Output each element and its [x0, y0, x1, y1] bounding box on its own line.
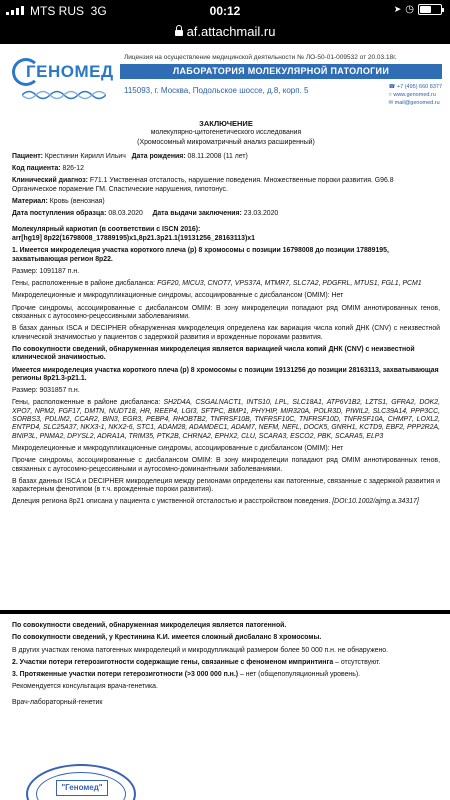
finding-2-databases: В базах данных ISCA и DECIPHER микроделеция между регионами определены как патогенные, связанные с задержкой развития и характерным фенотипом (в т.ч. врожденные пороки развития). [12, 477, 440, 494]
patient-line: Пациент: Крестинин Кирилл Ильич Дата рождения: 08.11.2008 (11 лет) [12, 152, 248, 160]
conclusion-pathogenic: По совокупности сведений, обнаруженная микроделеция является патогенной. [12, 622, 287, 629]
stamp-text: "Геномед" [56, 780, 108, 796]
dates-line: Дата поступления образца: 08.03.2020 Дата выдачи заключения: 23.03.2020 [12, 210, 279, 218]
karyotype-label: Молекулярный кариотип (в соответствии с ISCN 2016): [12, 225, 201, 233]
report-title: ЗАКЛЮЧЕНИЕ [199, 119, 253, 128]
lab-name-banner: ЛАБОРАТОРИЯ МОЛЕКУЛЯРНОЙ ПАТОЛОГИИ [120, 64, 442, 79]
signature-label: Врач-лабораторный-генетик [12, 698, 103, 706]
url-text: af.attachmail.ru [186, 24, 276, 39]
document-page-1[interactable] [0, 44, 450, 610]
genomed-logo [12, 58, 114, 110]
finding-2-other: Прочие синдромы, ассоциированные с дисбалансом OMIM: В зону микроделеции попадают ряд OMIM аннотированных генов, связанных с аутосомно-рецессивными и аутосомно-доминантными заболеваниями. [12, 457, 440, 473]
loh-extended: 3. Протяженные участки потери гетерозиготности (>3 000 000 п.н.) – нет (общепопуляционный уровень). [12, 671, 361, 679]
report-body [12, 120, 440, 511]
clock: 00:12 [209, 4, 241, 18]
url-bar[interactable] [0, 22, 450, 44]
karyotype: arr[hg19] 8p22(16798008_17889195)x1,8p21.3p21.1(19131256_28163113)x1 [12, 234, 255, 242]
finding-1-title: 1. Имеется микроделеция участка короткого плеча (p) 8 хромосомы с позиции 16798008 до позиции 17889195, захватывающая регион 8p22. [12, 247, 389, 263]
finding-2-size: Размер: 9031857 п.н. [12, 387, 80, 395]
battery-icon [418, 4, 442, 15]
phone-icon: ☎ [388, 84, 396, 90]
recommendation: Рекомендуется консультация врача-генетика. [12, 683, 158, 691]
letterhead [12, 54, 442, 114]
finding-1-other: Прочие синдромы, ассоциированные с дисбалансом OMIM: В зону микроделеции попадают ряд OMIM аннотированных генов, связанных с аутосомно-рецессивными заболеваниями. [12, 304, 440, 321]
dna-icon [22, 88, 106, 102]
lab-stamp [26, 764, 136, 800]
alarm-icon: ◷ [405, 4, 414, 15]
report-subtitle-2: (Хромосомный микроматричный анализ расширенный) [137, 138, 315, 146]
finding-2-title: Имеется микроделеция участка короткого плеча (p) 8 хромосомы с позиции 19131256 до позиции 28163113, захватывающая регионы 8p21.3-p21.1. [12, 366, 439, 382]
location-icon: ➤ [393, 4, 402, 14]
finding-2-syndromes: Микроделеционные и микродупликационные синдромы, ассоциированные с дисбалансом (OMIM): Нет [12, 444, 344, 452]
mail-icon: ✉ [388, 100, 394, 106]
lock-icon [175, 30, 183, 36]
finding-1-databases: В базах данных ISCA и DECIPHER обнаруженная микроделеция определена как вариация числа копий ДНК (CNV) с неизвестной клинической значимостью у пациентов с задержкой развития и врожденные пороками развития. [12, 325, 440, 341]
finding-1-size: Размер: 1091187 п.н. [12, 267, 80, 275]
finding-2-deletion: Делеция региона 8p21 описана у пациента с умственной отсталостью и расстройством поведения. [DOI:10.1002/ajmg.a.34317] [12, 498, 419, 506]
patient-code: Код пациента: 826-12 [12, 165, 84, 173]
carrier-label: MTS RUS 3G [30, 4, 107, 18]
document-page-2[interactable] [0, 614, 450, 800]
lab-address: 115093, г. Москва, Подольское шоссе, д.8, корп. 5 [124, 86, 309, 95]
other-regions: В других участках генома патогенных микроделеций и микродупликаций размером более 50 000 п.н. не обнаружено. [12, 646, 389, 654]
material: Материал: Кровь (венозная) [12, 198, 105, 206]
finding-1-conclusion: По совокупности сведений, обнаруженная микроделеция является вариацией числа копий ДНК (CNV) с неизвестной клинической значимостью. [12, 345, 415, 362]
finding-2-genes: Гены, расположенные в районе дисбаланса: SH2D4A, CSGALNACT1, INTS10, LPL, SLC18A1, ATP6V1B2, LZTS1, GFRA2, DOK2, XPO7, NPM2, FGF17, DMTN, NUDT18, HR, REEP4, LGI3, SFTPC, BMP1, PHYHIP, MIR320A, POLR3D, PIWIL2, SLC39A14, PPP3CC, SORBS3, PDLIM2, CCAR2, BIN3, EGR3, PEBP4, RHOBTB2, TNFRSF10B, TNFRSF10C, TNFRSF10D, TNFRSF10A, CHMP7, LOXL2, ENTPD4, SLC25A37, NKX3-1, NKX2-6, STC1, ADAM28, ADAMDEC1, ADAM7, NEFM, NEFL, DOCK5, GNRH1, KCTD9, EBF2, PPP2R2A, BNIP3L, PNMA2, DPYSL2, ADRA1A, TRIM35, PTK2B, CHRNA2, EPHX2, CLU, SCARA3, ESCO2, PBK, SCARA5, ELP3 [12, 399, 441, 440]
lab-contacts: ☎ +7 (495) 660 8377 ○ www.genomed.ru ✉ mail@genomed.ru [388, 84, 442, 106]
license-text: Лицензия на осуществление медицинской деятельности № ЛО-50-01-009532 от 20.03.18г. [124, 54, 397, 61]
report-body-page-2 [12, 622, 440, 711]
status-bar [0, 0, 450, 22]
logo-text: ГЕНОМЕД [26, 62, 114, 81]
loh-imprinting: 2. Участки потери гетерозиготности содержащие гены, связанные с феноменом импринтинга – отсутствуют. [12, 658, 381, 666]
conclusion-complex: По совокупности сведений, у Крестинина К.И. имеется сложный дисбаланс 8 хромосомы. [12, 634, 322, 642]
report-subtitle: молекулярно-цитогенетического исследования [150, 129, 302, 137]
finding-1-syndromes: Микроделеционные и микродупликационные синдромы, ассоциированные с дисбалансом (OMIM): Нет [12, 292, 344, 300]
clinical-diagnosis: Клинический диагноз: F71.1 Умственная отсталость, нарушение поведения. Множественные пороки развития. G96.8 Органическое поражение ГМ. Спастические нарушения, гипотонус. [12, 177, 394, 193]
globe-icon: ○ [388, 92, 392, 98]
finding-1-genes: Гены, расположенные в районе дисбаланса: FGF20, MICU3, CNOT7, VPS37A, MTMR7, SLC7A2, PDGFRL, MTUS1, FGL1, PCM1 [12, 280, 422, 288]
